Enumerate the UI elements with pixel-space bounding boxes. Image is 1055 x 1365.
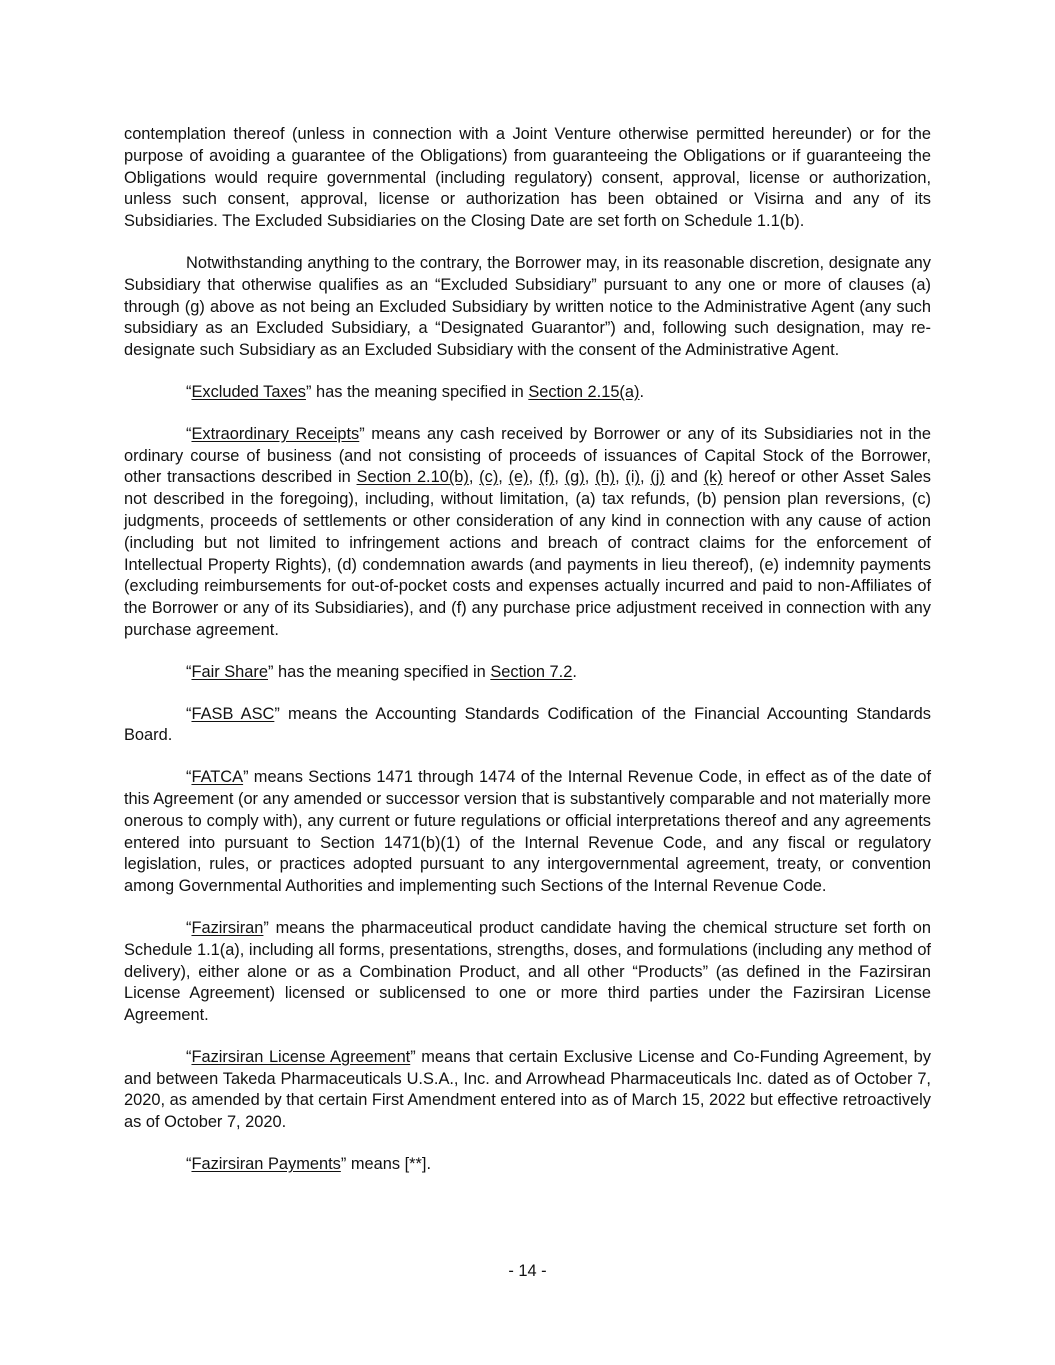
definition-text: ” means the Accounting Standards Codification of the Financial Accounting Standards Board. (124, 704, 931, 745)
separator: , (554, 468, 565, 487)
section-reference: (i) (625, 468, 640, 487)
definition-text-end: . (572, 662, 577, 681)
open-quote: “ (186, 918, 192, 937)
defined-term: FATCA (191, 768, 244, 787)
document-page (124, 124, 931, 1196)
definition-text: ” means that certain Exclusive License and Co-Funding Agreement, by and between Takeda Pharmaceuticals U.S.A., Inc. and Arrowhead Pharmaceuticals Inc. dated as of October 7, 2020, as amended by that certain First Amendment entered into as of March 15, 2022 but effective retroactively as of October 7, 2020. (124, 1047, 931, 1132)
separator: , (584, 468, 596, 487)
defined-term: Fazirsiran License Agreement (191, 1047, 411, 1066)
section-reference: (f) (538, 468, 555, 487)
paragraph-excluded-subsidiary-continuation: contemplation thereof (unless in connection with a Joint Venture otherwise permitted hereunder) or for the purpose of avoiding a guarantee of the Obligations) from guaranteeing the Obligations or if guaranteeing the Obligations would require governmental (including regulatory) consent, approval, license or authorization, unless such consent, approval, license or authorization has been obtained or Visirna and any of its Subsidiaries. The Excluded Subsidiaries on the Closing Date are set forth on Schedule 1.1(b). (124, 125, 931, 231)
separator: , (528, 468, 539, 487)
section-reference: (k) (703, 468, 723, 487)
definition-fasb-asc (124, 704, 931, 748)
defined-term: Fazirsiran (191, 918, 264, 937)
section-reference: Section 7.2 (490, 662, 573, 681)
separator: , (615, 468, 626, 487)
section-reference: Section 2.15(a) (528, 382, 640, 401)
definition-text: hereof or other Asset Sales not described in the foregoing), including, without limitation, (a) tax refunds, (b) pension plan reversions, (c) judgments, proceeds of settlements or other consideration of any kind in connection with any cause of action (including but not limited to infringement actions and breach of contract claims for the enforcement of Intellectual Property Rights), (d) condemnation awards (and payments in lieu thereof), (e) indemnity payments (excluding reimbursements for out-of-pocket costs and expenses actually incurred and paid to non-Affiliates of the Borrower or any of its Subsidiaries), and (f) any purchase price adjustment received in connection with any purchase agreement. (124, 468, 931, 639)
definition-text: ” has the meaning specified in (268, 662, 491, 681)
open-quote: “ (186, 1155, 192, 1174)
definition-extraordinary-receipts (124, 424, 931, 642)
open-quote: “ (186, 704, 192, 723)
section-reference: (c) (479, 468, 499, 487)
definition-fazirsiran-license-agreement (124, 1047, 931, 1134)
definition-text: ” has the meaning specified in (305, 382, 529, 401)
definition-fazirsiran (124, 918, 931, 1027)
definition-text: ” means [**]. (340, 1155, 432, 1174)
defined-term: Fair Share (191, 662, 268, 681)
separator: , (468, 468, 480, 487)
definition-text: ” means the pharmaceutical product candidate having the chemical structure set forth on Schedule 1.1(a), including all forms, presentations, strengths, doses, and formulations (including any method of delivery), either alone or as a Combination Product, and all other “Products” (as defined in the Fazirsiran License Agreement) licensed or sublicensed to one or more third parties under the Fazirsiran License Agreement. (124, 918, 931, 1025)
definition-fatca (124, 767, 931, 898)
open-quote: “ (186, 382, 192, 401)
open-quote: “ (186, 662, 192, 681)
defined-term: Excluded Taxes (191, 382, 306, 401)
definition-text: ” means Sections 1471 through 1474 of the Internal Revenue Code, in effect as of the date of this Agreement (or any amended or successor version that is substantively comparable and not materially more onerous to comply with), any current or future regulations or official interpretations thereof and any agreements entered into pursuant to Section 1471(b)(1) of the Internal Revenue Code, and any fiscal or regulatory legislation, rules, or practices adopted pursuant to any intergovernmental agreement, treaty, or convention among Governmental Authorities and implementing such Sections of the Internal Revenue Code. (124, 768, 931, 896)
section-reference: (j) (650, 468, 665, 487)
open-quote: “ (186, 1047, 192, 1066)
section-reference: (h) (595, 468, 616, 487)
open-quote: “ (186, 424, 192, 443)
definition-fazirsiran-payments (124, 1154, 931, 1176)
definition-text-end: . (639, 382, 645, 401)
defined-term: Extraordinary Receipts (191, 424, 360, 443)
separator: and (664, 468, 704, 487)
open-quote: “ (186, 768, 192, 787)
definition-fair-share (124, 662, 931, 684)
separator: , (498, 468, 509, 487)
section-reference: Section 2.10(b) (356, 468, 469, 487)
page-number: - 14 - (508, 1262, 547, 1280)
definition-text: ” means any cash received by Borrower or any of its Subsidiaries not in the ordinary course of business (and not consisting of proceeds of issuances of Capital Stock of the Borrower, other transactions described in (124, 424, 932, 487)
definition-excluded-taxes (124, 382, 931, 404)
defined-term: FASB ASC (191, 704, 275, 723)
section-reference: (g) (564, 468, 585, 487)
paragraph-designated-guarantor: Notwithstanding anything to the contrary, the Borrower may, in its reasonable discretion, designate any Subsidiary that otherwise qualifies as an “Excluded Subsidiary” pursuant to any one or more of clauses (a) through (g) above as not being an Excluded Subsidiary by written notice to the Administrative Agent (any such subsidiary as an Excluded Subsidiary, a “Designated Guarantor”) and, following such designation, may re-designate such Subsidiary as an Excluded Subsidiary with the consent of the Administrative Agent. (124, 253, 931, 360)
defined-term: Fazirsiran Payments (191, 1155, 341, 1174)
section-reference: (e) (508, 468, 529, 487)
separator: , (639, 468, 651, 487)
